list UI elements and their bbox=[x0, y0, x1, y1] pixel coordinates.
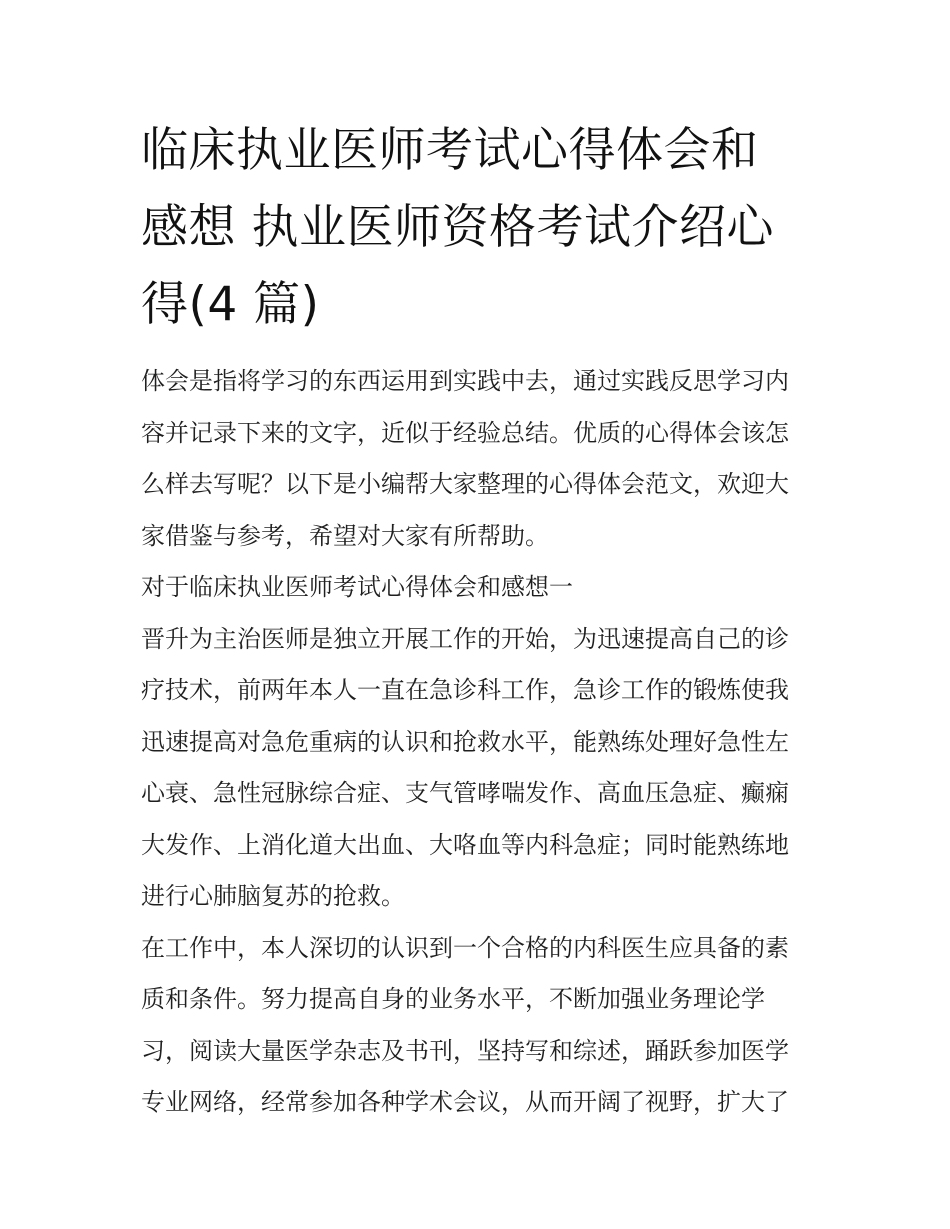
document-title bbox=[141, 112, 813, 343]
title-line: 得(4 篇) bbox=[141, 277, 320, 332]
text-line: 家借鉴与参考，希望对大家有所帮助。 bbox=[141, 521, 549, 550]
text-line: 质和条件。努力提高自身的业务水平，不断加强业务理论学 bbox=[141, 985, 765, 1013]
text-line: 晋升为主治医师是独立开展工作的开始，为迅速提高自己的诊 bbox=[141, 624, 789, 653]
text-line: 专业网络，经常参加各种学术会议，从而开阔了视野，扩大了 bbox=[141, 1088, 789, 1116]
text-line: 心衰、急性冠脉综合症、支气管哮喘发作、高血压急症、癫痫 bbox=[141, 779, 789, 807]
title-line: 感想 执业医师资格考试介绍心 bbox=[141, 200, 774, 255]
text-line: 体会是指将学习的东西运用到实践中去，通过实践反思学习内 bbox=[141, 367, 789, 395]
text-line: 么样去写呢？以下是小编帮大家整理的心得体会范文，欢迎大 bbox=[141, 470, 789, 498]
body-paragraph bbox=[141, 923, 813, 1129]
text-line: 大发作、上消化道大出血、大咯血等内科急症；同时能熟练地 bbox=[141, 830, 789, 859]
text-line: 迅速提高对急危重病的认识和抢救水平，能熟练处理好急性左 bbox=[141, 727, 789, 756]
text-line: 疗技术，前两年本人一直在急诊科工作，急诊工作的锻炼使我 bbox=[141, 676, 789, 704]
text-line: 进行心肺脑复苏的抢救。 bbox=[141, 882, 405, 910]
document-page bbox=[141, 112, 813, 1129]
document-body bbox=[141, 356, 813, 1129]
text-line: 对于临床执业医师考试心得体会和感想一 bbox=[141, 573, 573, 601]
section-heading bbox=[141, 562, 813, 614]
text-line: 在工作中，本人深切的认识到一个合格的内科医生应具备的素 bbox=[141, 933, 789, 962]
text-line: 容并记录下来的文字，近似于经验总结。优质的心得体会该怎 bbox=[141, 418, 789, 447]
text-line: 习，阅读大量医学杂志及书刊，坚持写和综述，踊跃参加医学 bbox=[141, 1036, 789, 1065]
intro-paragraph bbox=[141, 356, 813, 562]
title-line: 临床执业医师考试心得体会和 bbox=[141, 123, 759, 178]
body-paragraph bbox=[141, 614, 813, 923]
